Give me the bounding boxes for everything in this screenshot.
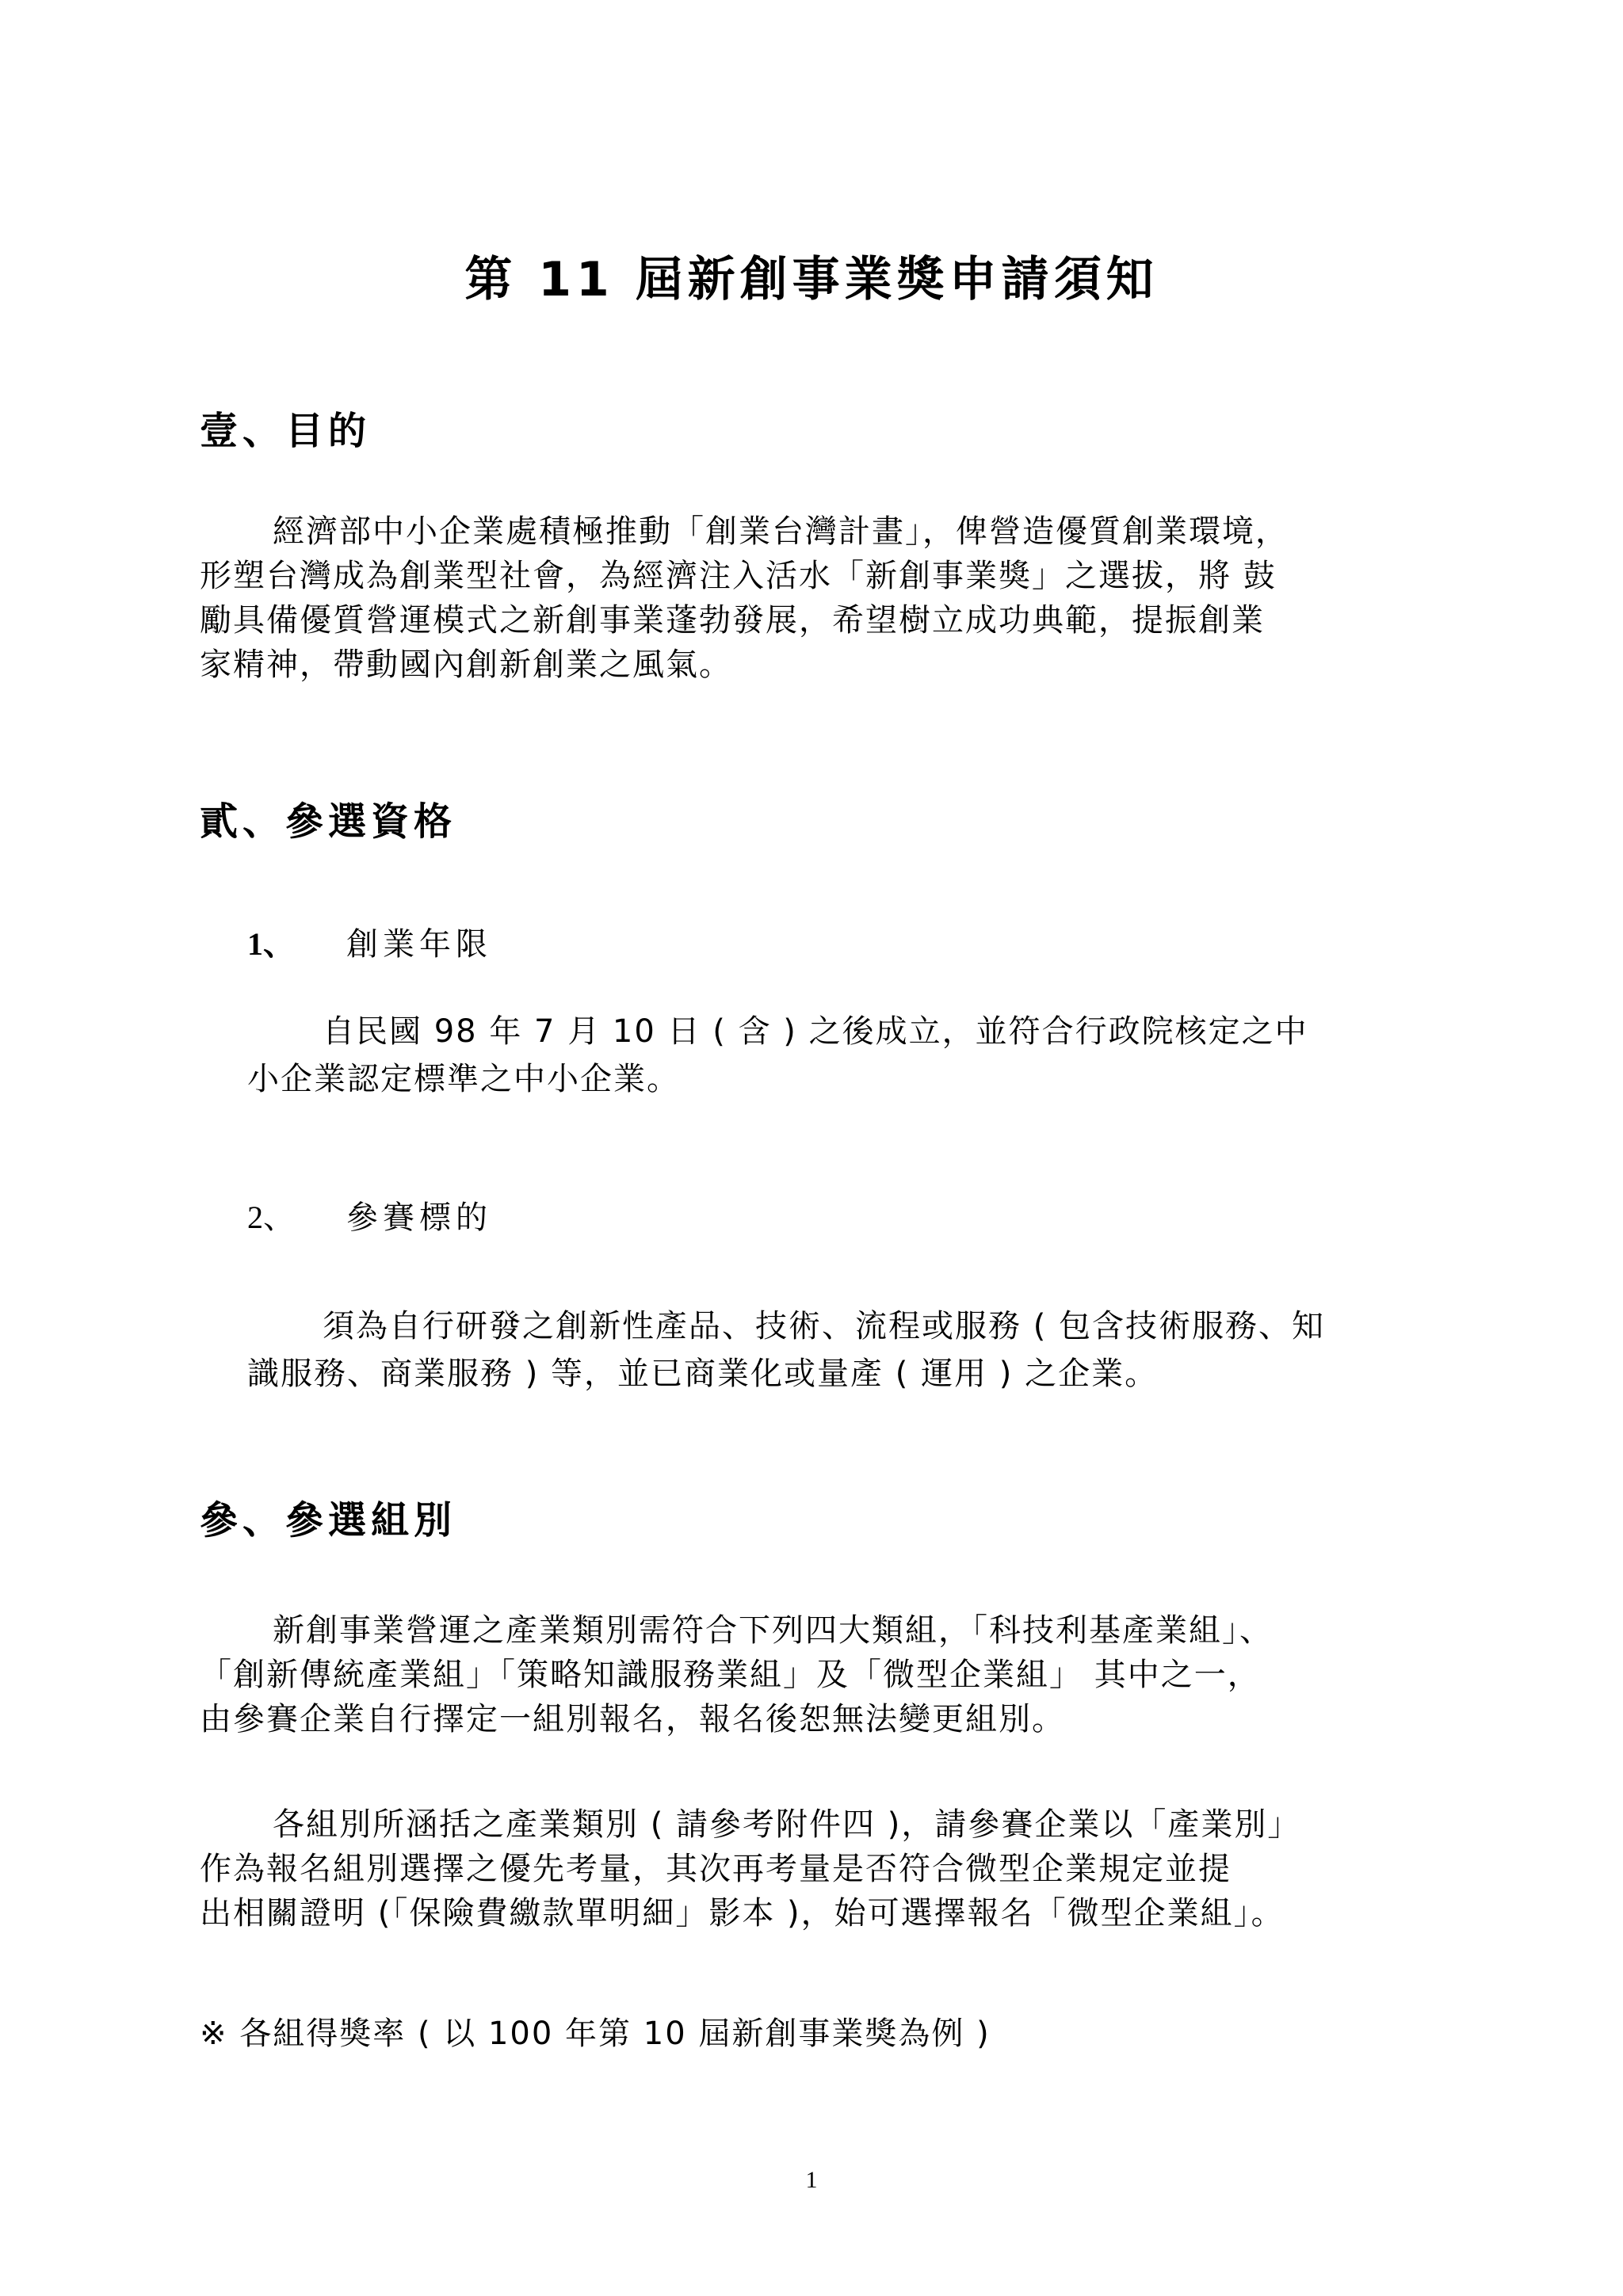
paragraph-line: 小企業認定標準之中小企業。 xyxy=(247,1061,680,1097)
section-heading-categories: 參、參選組別 xyxy=(200,1498,457,1543)
paragraph-line: 經濟部中小企業處積極推動「創業台灣計畫」，俾營造優質創業環境， xyxy=(273,513,1289,550)
paragraph-line: 形塑台灣成為創業型社會，為經濟注入活水「新創事業獎」之選拔，將 鼓 xyxy=(200,558,1277,594)
paragraph-line: 出相關證明 (「保險費繳款單明細」影本 )，始可選擇報名「微型企業組」。 xyxy=(200,1895,1285,1932)
section-heading-purpose: 壹、目的 xyxy=(200,409,372,453)
paragraph-line: 勵具備優質營運模式之新創事業蓬勃發展，希望樹立成功典範，提振創業 xyxy=(200,602,1265,639)
paragraph-line: 家精神，帶動國內創新創業之風氣。 xyxy=(200,646,732,683)
paragraph-line: 自民國 98 年 7 月 10 日 ( 含 ) 之後成立，並符合行政院核定之中 xyxy=(323,1013,1308,1050)
paragraph-line: 新創事業營運之產業類別需符合下列四大類組，「科技利基產業組」、 xyxy=(273,1612,1273,1649)
item-number: 2、 xyxy=(247,1199,295,1235)
sub-heading-startup-period xyxy=(247,919,492,964)
entry-subject-paragraph xyxy=(247,1302,1436,1398)
item-label: 創業年限 xyxy=(346,926,492,963)
section-heading-eligibility: 貳、參選資格 xyxy=(200,799,457,844)
award-rate-note: ※ 各組得獎率 ( 以 100 年第 10 屆新創事業獎為例 ) xyxy=(200,2016,991,2052)
document-title: 第 11 屆新創事業獎申請須知 xyxy=(464,252,1159,307)
startup-period-paragraph xyxy=(247,1008,1436,1103)
item-label: 參賽標的 xyxy=(346,1199,492,1236)
item-number: 1、 xyxy=(247,926,295,962)
categories-paragraph-1 xyxy=(200,1608,1436,1741)
paragraph-line: 識服務、商業服務 ) 等，並已商業化或量產 ( 運用 ) 之企業。 xyxy=(247,1356,1159,1392)
page-number: 1 xyxy=(805,2167,818,2193)
categories-paragraph-2 xyxy=(200,1802,1436,1936)
paragraph-line: 「創新傳統產業組」「策略知識服務業組」及「微型企業組」 其中之一， xyxy=(200,1657,1261,1693)
paragraph-line: 由參賽企業自行擇定一組別報名，報名後恕無法變更組別。 xyxy=(200,1701,1065,1737)
paragraph-line: 須為自行研發之創新性產品、技術、流程或服務 ( 包含技術服務、知 xyxy=(323,1308,1326,1344)
paragraph-line: 作為報名組別選擇之優先考量，其次再考量是否符合微型企業規定並提 xyxy=(200,1851,1232,1887)
purpose-paragraph xyxy=(200,509,1436,687)
paragraph-line: 各組別所涵括之產業類別 ( 請參考附件四 )，請參賽企業以「產業別」 xyxy=(273,1806,1301,1843)
sub-heading-entry-subject xyxy=(247,1192,492,1238)
